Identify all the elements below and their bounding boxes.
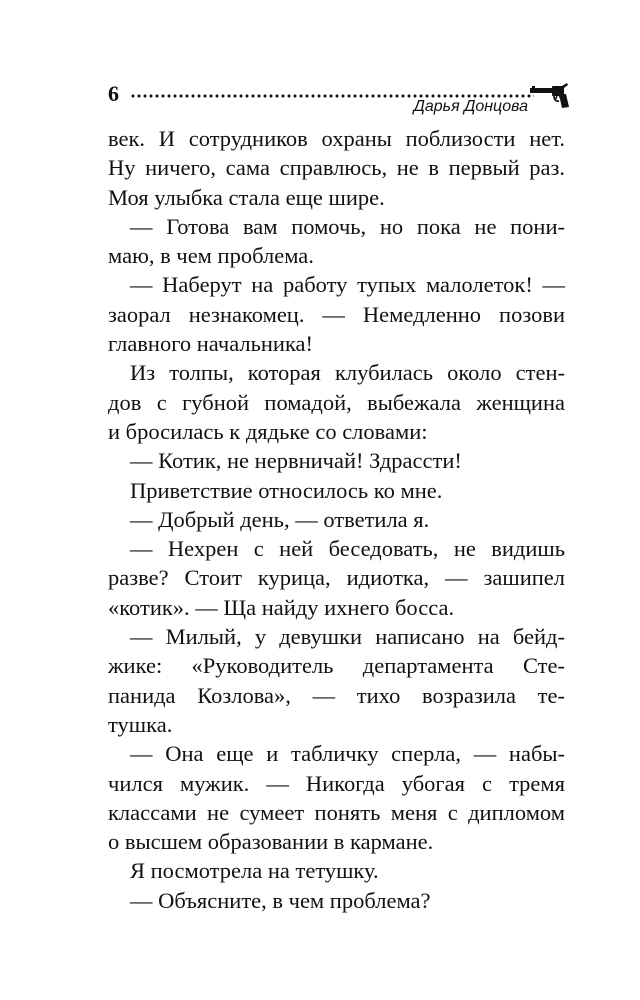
text-line: — Котик, не нервничай! Здрассти! <box>130 448 462 474</box>
text-line: век. И сотрудников охраны поблизости нет. <box>108 126 565 151</box>
text-line: — Добрый день, — ответила я. <box>130 506 430 532</box>
body-text <box>108 124 565 915</box>
author-name: Дарья Донцова <box>413 98 528 115</box>
text-line: разве? Стоит курица, идиотка, — зашипел <box>108 565 565 591</box>
text-line: Моя улыбка стала еще шире. <box>108 184 385 210</box>
running-header <box>108 80 570 116</box>
text-line: — Она еще и табличку сперла, — набы- <box>130 741 565 767</box>
text-line: — Наберут на работу тупых малолеток! — <box>130 272 565 298</box>
text-line: Приветствие относилось ко мне. <box>130 477 443 503</box>
text-line: тушка. <box>108 711 173 737</box>
text-line: панида Козлова», — тихо возразила те- <box>108 682 565 708</box>
text-line: Из толпы, которая клубилась около стен- <box>130 360 565 386</box>
text-line: жике: «Руководитель департамента Сте- <box>108 653 565 679</box>
text-line: — Готова вам помочь, но пока не пони- <box>130 213 565 239</box>
text-line: главного начальника! <box>108 331 314 357</box>
revolver-icon <box>530 82 570 110</box>
text-line: чился мужик. — Никогда убогая с тремя <box>108 770 565 796</box>
text-line: и бросилась к дядьке со словами: <box>108 418 428 444</box>
text-line: «котик». — Ща найду ихнего босса. <box>108 594 455 620</box>
text-line: дов с губной помадой, выбежала женщина <box>108 389 565 415</box>
text-line: маю, в чем проблема. <box>108 243 314 269</box>
text-line: о высшем образовании в кармане. <box>108 829 434 855</box>
text-line: — Объясните, в чем проблема? <box>130 887 431 913</box>
page-number: 6 <box>108 81 119 106</box>
text-line: Ну ничего, сама справлюсь, не в первый раз. <box>108 155 565 181</box>
text-line: заорал незнакомец. — Немедленно позови <box>108 301 565 327</box>
text-line: классами не сумеет понять меня с дипломом <box>108 799 565 825</box>
text-line: — Милый, у девушки написано на бейд- <box>130 624 565 650</box>
text-line: Я посмотрела на тетушку. <box>130 858 379 884</box>
text-line: — Нехрен с ней беседовать, не видишь <box>130 536 565 562</box>
